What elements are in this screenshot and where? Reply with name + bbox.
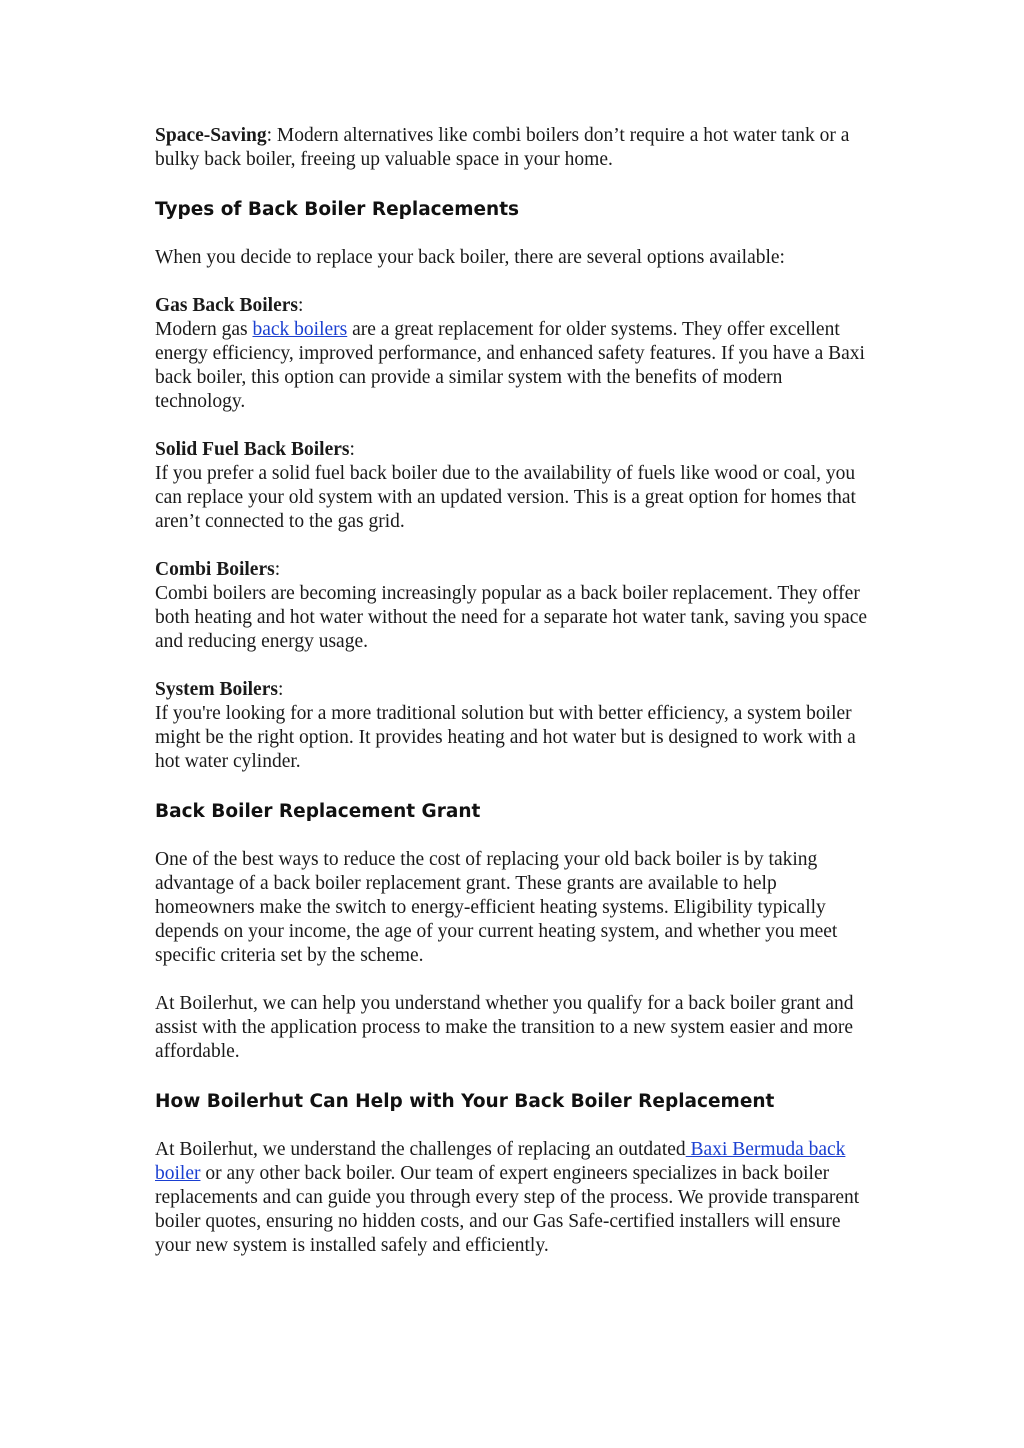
- combi-label: Combi Boilers: [155, 559, 275, 580]
- space-saving-paragraph: [155, 124, 875, 172]
- space-saving-label: Space-Saving: [155, 125, 267, 146]
- solid-description: If you prefer a solid fuel back boiler due to the availability of fuels like wood or coal, you can replace your old system with an updated version. This is a great option for homes that aren’t connected to the gas grid.: [155, 463, 856, 532]
- types-heading: Types of Back Boiler Replacements: [155, 199, 520, 220]
- help-heading: How Boilerhut Can Help with Your Back Boiler Replacement: [155, 1091, 775, 1112]
- help-text-after-link: or any other back boiler. Our team of expert engineers specializes in back boiler replacements and can guide you through every step of the process. We provide transparent boiler quotes, ensuring no hidden costs, and our Gas Safe-certified installers will ensure your new system is installed safely and efficiently.: [155, 1163, 860, 1256]
- gas-text-after-link: are a great replacement for older systems. They offer excellent energy efficiency, improved performance, and enhanced safety features. If you have a Baxi back boiler, this option can provide a similar system with the benefits of modern technology.: [155, 319, 865, 412]
- types-intro: When you decide to replace your back boiler, there are several options available:: [155, 247, 785, 268]
- back-boilers-link[interactable]: back boilers: [252, 319, 348, 340]
- help-text-before-link: At Boilerhut, we understand the challenges of replacing an outdated: [155, 1139, 686, 1160]
- combi-colon: :: [274, 559, 281, 580]
- gas-back-boilers-section: [155, 294, 875, 414]
- system-label-line: [155, 678, 875, 702]
- baxi-bermuda-link[interactable]: Baxi Bermuda back boiler: [155, 1139, 846, 1184]
- system-section: [155, 678, 875, 774]
- gas-description: [155, 318, 875, 414]
- gas-colon: :: [298, 295, 304, 316]
- combi-description: Combi boilers are becoming increasingly popular as a back boiler replacement. They offer both heating and hot water without the need for a separate hot water tank, saving you space and reducing energy usage.: [155, 583, 868, 652]
- system-colon: :: [277, 679, 284, 700]
- grant-heading: Back Boiler Replacement Grant: [155, 801, 481, 822]
- combi-label-line: [155, 558, 875, 582]
- grant-paragraph-1: One of the best ways to reduce the cost of replacing your old back boiler is by taking advantage of a back boiler replacement grant. These grants are available to help homeowners make the switch to energy-efficient heating systems. Eligibility typically depends on your income, the age of your current heating system, and whether you meet specific criteria set by the scheme.: [155, 849, 838, 966]
- solid-colon: :: [349, 439, 355, 460]
- gas-label-line: [155, 294, 875, 318]
- solid-fuel-section: [155, 438, 875, 534]
- system-description: If you're looking for a more traditional solution but with better efficiency, a system boiler might be the right option. It provides heating and hot water but is designed to work with a hot water cylinder.: [155, 703, 856, 772]
- solid-label: Solid Fuel Back Boilers: [155, 439, 350, 460]
- grant-paragraph-2: At Boilerhut, we can help you understand whether you qualify for a back boiler grant and assist with the application process to make the transition to a new system easier and more affordable.: [155, 993, 854, 1062]
- help-paragraph: [155, 1138, 875, 1258]
- gas-text-before-link: Modern gas: [155, 319, 253, 340]
- space-saving-text: : Modern alternatives like combi boilers don’t require a hot water tank or a bulky back boiler, freeing up valuable space in your home.: [155, 125, 850, 170]
- solid-label-line: [155, 438, 875, 462]
- document-page: [155, 124, 875, 1258]
- system-label: System Boilers: [155, 679, 278, 700]
- gas-label: Gas Back Boilers: [155, 295, 299, 316]
- combi-section: [155, 558, 875, 654]
